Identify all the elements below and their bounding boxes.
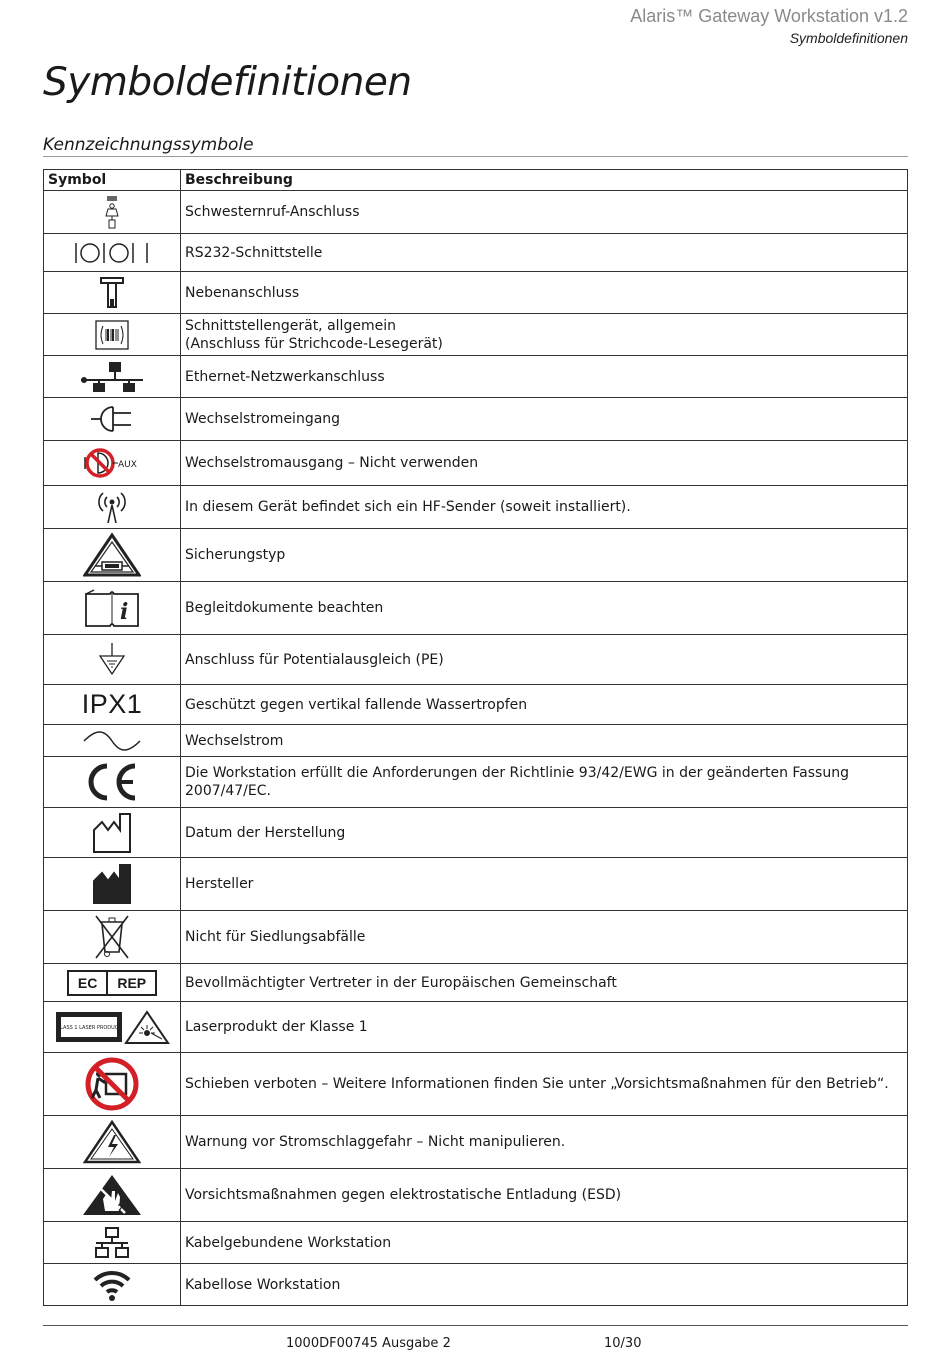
- table-row: [44, 314, 908, 356]
- symbol-table: [43, 169, 908, 1306]
- ethernet-icon: [44, 356, 181, 398]
- table-row: [44, 808, 908, 858]
- row-description: Begleitdokumente beachten: [181, 582, 908, 635]
- table-row: [44, 1264, 908, 1306]
- row-description: Sicherungstyp: [181, 529, 908, 582]
- date-of-manufacture-icon: [44, 808, 181, 858]
- table-row: [44, 529, 908, 582]
- table-row: [44, 441, 908, 486]
- section-title: Kennzeichnungssymbole: [43, 135, 908, 157]
- nurse-call-icon: [44, 191, 181, 234]
- ipx1-icon: IPX1: [44, 685, 181, 725]
- ac-input-icon: [44, 398, 181, 441]
- table-row: [44, 725, 908, 757]
- row-description: Laserprodukt der Klasse 1: [181, 1002, 908, 1053]
- equipotential-icon: [44, 635, 181, 685]
- wireless-workstation-icon: [44, 1264, 181, 1306]
- row-description: Schwesternruf-Anschluss: [181, 191, 908, 234]
- table-row: [44, 635, 908, 685]
- row-description: Warnung vor Stromschlaggefahr – Nicht manipulieren.: [181, 1116, 908, 1169]
- page-title: Symboldefinitionen: [43, 60, 412, 105]
- table-row: [44, 398, 908, 441]
- row-description: In diesem Gerät befindet sich ein HF-Sender (soweit installiert).: [181, 486, 908, 529]
- table-row: [44, 1002, 908, 1053]
- electric-shock-warning-icon: [44, 1116, 181, 1169]
- ac-output-prohibited-icon: [44, 441, 181, 486]
- wired-workstation-icon: [44, 1222, 181, 1264]
- weee-bin-icon: [44, 911, 181, 964]
- table-row: [44, 685, 908, 725]
- consult-documents-icon: [44, 582, 181, 635]
- row-description: Schnittstellengerät, allgemein (Anschluss für Strichcode-Lesegerät): [181, 314, 908, 356]
- footer-divider: [43, 1325, 908, 1326]
- ec-rep-icon: EC REP: [44, 964, 181, 1002]
- table-header-row: [44, 170, 908, 191]
- table-row: [44, 486, 908, 529]
- footer-document-number: 1000DF00745 Ausgabe 2: [286, 1336, 451, 1351]
- table-row: [44, 964, 908, 1002]
- table-row: [44, 356, 908, 398]
- row-description: Datum der Herstellung: [181, 808, 908, 858]
- row-description: Wechselstromausgang – Nicht verwenden: [181, 441, 908, 486]
- ce-mark-icon: [44, 757, 181, 808]
- table-row: [44, 191, 908, 234]
- table-row: [44, 234, 908, 272]
- rf-transmitter-icon: [44, 486, 181, 529]
- table-row: [44, 1222, 908, 1264]
- svg-text:i: i: [120, 599, 129, 625]
- row-description: Die Workstation erfüllt die Anforderungen der Richtlinie 93/42/EWG in der geänderten Fassung 2007/47/EC.: [181, 757, 908, 808]
- table-row: [44, 1169, 908, 1222]
- row-description: Kabelgebundene Workstation: [181, 1222, 908, 1264]
- row-description: Anschluss für Potentialausgleich (PE): [181, 635, 908, 685]
- row-description: Vorsichtsmaßnahmen gegen elektrostatische Entladung (ESD): [181, 1169, 908, 1222]
- document-header-title: Alaris™ Gateway Workstation v1.2: [630, 6, 908, 26]
- row-description: Ethernet-Netzwerkanschluss: [181, 356, 908, 398]
- svg-text:AUX: AUX: [118, 460, 137, 470]
- row-description: Wechselstromeingang: [181, 398, 908, 441]
- manufacturer-icon: [44, 858, 181, 911]
- row-description: Hersteller: [181, 858, 908, 911]
- table-row: [44, 757, 908, 808]
- footer-page-number: 10/30: [604, 1336, 642, 1351]
- rs232-icon: [44, 234, 181, 272]
- row-description: Bevollmächtigter Vertreter in der Europäischen Gemeinschaft: [181, 964, 908, 1002]
- document-header-subtitle: Symboldefinitionen: [789, 30, 908, 46]
- column-header-description: Beschreibung: [181, 170, 908, 191]
- table-row: [44, 858, 908, 911]
- alternating-current-icon: [44, 725, 181, 757]
- laser-class1-icon: [44, 1002, 181, 1053]
- svg-text:CLASS 1 LASER PRODUCT: CLASS 1 LASER PRODUCT: [56, 1025, 122, 1031]
- no-pushing-icon: [44, 1053, 181, 1116]
- row-description: RS232-Schnittstelle: [181, 234, 908, 272]
- row-description: Kabellose Workstation: [181, 1264, 908, 1306]
- row-description: Nicht für Siedlungsabfälle: [181, 911, 908, 964]
- table-row: [44, 272, 908, 314]
- row-description: Schieben verboten – Weitere Informationen finden Sie unter „Vorsichtsmaßnahmen für den Betrieb“.: [181, 1053, 908, 1116]
- esd-warning-icon: [44, 1169, 181, 1222]
- table-row: [44, 582, 908, 635]
- row-description: Geschützt gegen vertikal fallende Wassertropfen: [181, 685, 908, 725]
- table-row: [44, 1116, 908, 1169]
- row-description: Nebenanschluss: [181, 272, 908, 314]
- table-row: [44, 1053, 908, 1116]
- extension-connector-icon: [44, 272, 181, 314]
- table-row: [44, 911, 908, 964]
- fuse-type-icon: [44, 529, 181, 582]
- column-header-symbol: Symbol: [44, 170, 181, 191]
- barcode-interface-icon: [44, 314, 181, 356]
- row-description: Wechselstrom: [181, 725, 908, 757]
